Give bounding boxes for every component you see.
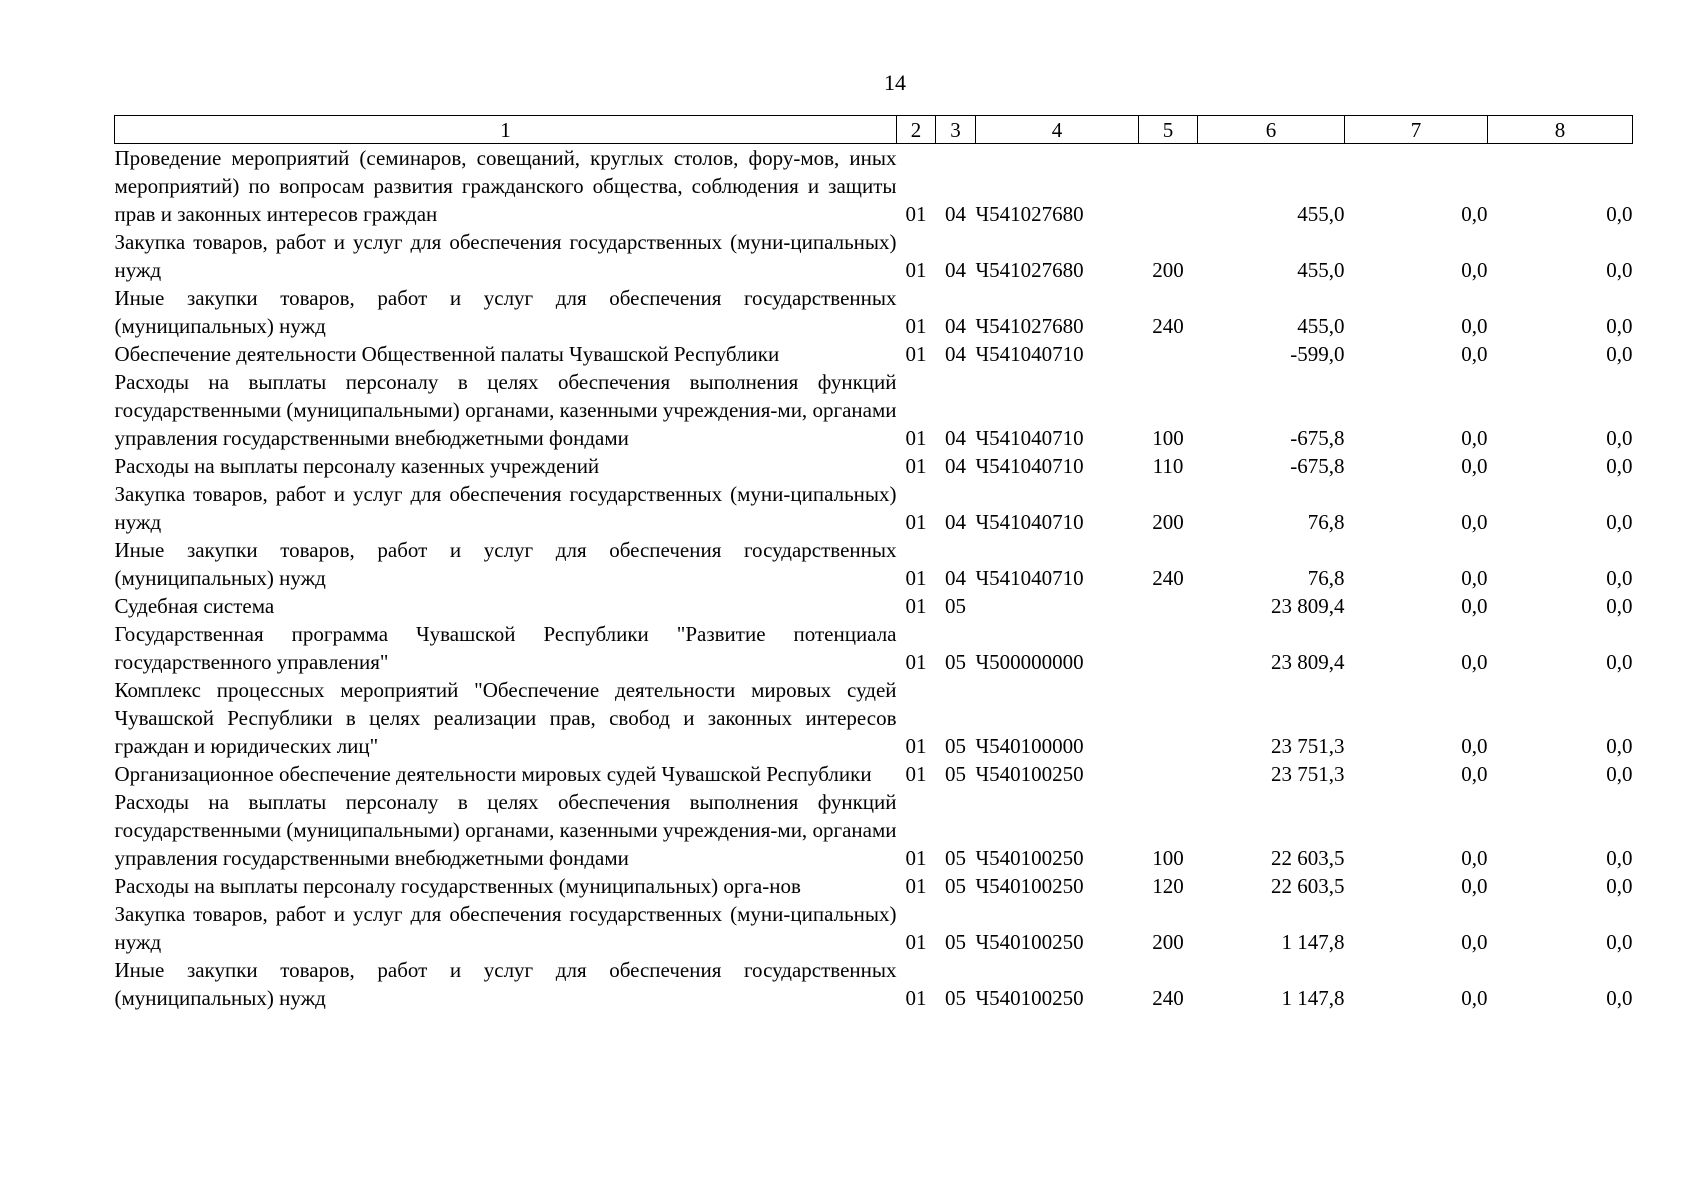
row-amount-col6: -675,8 bbox=[1290, 454, 1345, 478]
row-description: Обеспечение деятельности Общественной палаты Чувашской Республики bbox=[114, 342, 780, 366]
row-amount-col8: 0,0 bbox=[1606, 258, 1633, 282]
row-subsection-code: 04 bbox=[945, 566, 966, 590]
row-subsection-code: 04 bbox=[945, 342, 966, 366]
row-subsection-code: 04 bbox=[945, 314, 966, 338]
row-description: Закупка товаров, работ и услуг для обеспечения государственных (муни-ципальных) нужд bbox=[114, 482, 897, 534]
row-section-code: 01 bbox=[905, 594, 927, 618]
row-target-article: Ч541040710 bbox=[975, 510, 1084, 534]
row-description: Проведение мероприятий (семинаров, совещаний, круглых столов, фору-мов, иных мероприятий) по вопросам развития гражданского общества, соблюдения и защиты прав и законных интересов граждан bbox=[114, 146, 897, 226]
row-subsection-code: 04 bbox=[945, 426, 966, 450]
row-amount-col7: 0,0 bbox=[1461, 986, 1488, 1010]
row-description: Организационное обеспечение деятельности мировых судей Чувашской Республики bbox=[114, 762, 872, 786]
row-expense-type bbox=[1139, 340, 1198, 368]
row-description: Расходы на выплаты персоналу государственных (муниципальных) орга-нов bbox=[114, 874, 801, 898]
row-subsection-code: 05 bbox=[945, 986, 966, 1010]
row-amount-col8: 0,0 bbox=[1606, 846, 1633, 870]
table-row bbox=[115, 536, 1633, 592]
row-target-article: Ч541040710 bbox=[975, 426, 1084, 450]
row-target-article: Ч500000000 bbox=[975, 650, 1084, 674]
table-row bbox=[115, 900, 1633, 956]
row-amount-col8: 0,0 bbox=[1606, 650, 1633, 674]
table-row bbox=[115, 620, 1633, 676]
row-section-code: 01 bbox=[905, 510, 927, 534]
row-description: Государственная программа Чувашской Республики "Развитие потенциала государственного управления" bbox=[114, 622, 897, 674]
row-target-article: Ч541040710 bbox=[975, 454, 1084, 478]
row-subsection-code: 04 bbox=[945, 258, 966, 282]
row-amount-col7: 0,0 bbox=[1461, 650, 1488, 674]
row-section-code: 01 bbox=[905, 426, 927, 450]
row-section-code: 01 bbox=[905, 342, 927, 366]
column-header-5: 5 bbox=[1139, 116, 1198, 144]
row-subsection-code: 05 bbox=[945, 762, 966, 786]
row-expense-type: 240 bbox=[1152, 566, 1184, 590]
table-row bbox=[115, 144, 1633, 229]
row-target-article: Ч540100000 bbox=[975, 734, 1084, 758]
row-amount-col8: 0,0 bbox=[1606, 986, 1633, 1010]
row-expense-type bbox=[1139, 676, 1198, 760]
row-amount-col7: 0,0 bbox=[1461, 594, 1488, 618]
row-amount-col8: 0,0 bbox=[1606, 454, 1633, 478]
row-amount-col8: 0,0 bbox=[1606, 734, 1633, 758]
row-section-code: 01 bbox=[905, 846, 927, 870]
row-subsection-code: 04 bbox=[945, 510, 966, 534]
table-row bbox=[115, 452, 1633, 480]
row-amount-col6: 76,8 bbox=[1307, 566, 1345, 590]
table-row bbox=[115, 368, 1633, 452]
row-description: Расходы на выплаты персоналу казенных учреждений bbox=[114, 454, 600, 478]
column-header-7: 7 bbox=[1345, 116, 1488, 144]
row-amount-col7: 0,0 bbox=[1461, 566, 1488, 590]
row-expense-type: 240 bbox=[1152, 314, 1184, 338]
row-section-code: 01 bbox=[905, 762, 927, 786]
row-section-code: 01 bbox=[905, 986, 927, 1010]
row-description: Закупка товаров, работ и услуг для обеспечения государственных (муни-ципальных) нужд bbox=[114, 230, 897, 282]
column-header-6: 6 bbox=[1198, 116, 1345, 144]
row-section-code: 01 bbox=[905, 930, 927, 954]
column-header-8: 8 bbox=[1488, 116, 1633, 144]
row-amount-col7: 0,0 bbox=[1461, 258, 1488, 282]
row-subsection-code: 05 bbox=[945, 650, 966, 674]
table-row bbox=[115, 340, 1633, 368]
row-target-article: Ч541027680 bbox=[975, 314, 1084, 338]
row-target-article: Ч540100250 bbox=[975, 762, 1084, 786]
row-expense-type bbox=[1139, 144, 1198, 229]
table-body bbox=[115, 144, 1633, 1013]
row-target-article: Ч540100250 bbox=[975, 930, 1084, 954]
table-row bbox=[115, 872, 1633, 900]
table-row bbox=[115, 956, 1633, 1012]
table-row bbox=[115, 788, 1633, 872]
row-amount-col6: 23 751,3 bbox=[1271, 762, 1345, 786]
row-description: Иные закупки товаров, работ и услуг для обеспечения государственных (муниципальных) нужд bbox=[114, 538, 897, 590]
row-section-code: 01 bbox=[905, 874, 927, 898]
row-expense-type: 200 bbox=[1152, 510, 1184, 534]
row-amount-col6: 455,0 bbox=[1297, 258, 1345, 282]
row-amount-col6: -675,8 bbox=[1290, 426, 1345, 450]
row-target-article: Ч541040710 bbox=[975, 566, 1084, 590]
row-amount-col8: 0,0 bbox=[1606, 930, 1633, 954]
column-header-3: 3 bbox=[936, 116, 976, 144]
row-amount-col8: 0,0 bbox=[1606, 566, 1633, 590]
row-expense-type: 100 bbox=[1152, 846, 1184, 870]
row-section-code: 01 bbox=[905, 566, 927, 590]
row-subsection-code: 05 bbox=[945, 930, 966, 954]
row-expense-type: 110 bbox=[1152, 454, 1184, 478]
row-amount-col6: -599,0 bbox=[1290, 342, 1345, 366]
row-amount-col7: 0,0 bbox=[1461, 734, 1488, 758]
row-amount-col8: 0,0 bbox=[1606, 762, 1633, 786]
table-row bbox=[115, 284, 1633, 340]
row-description: Судебная система bbox=[114, 594, 275, 618]
row-description: Закупка товаров, работ и услуг для обеспечения государственных (муни-ципальных) нужд bbox=[114, 902, 897, 954]
column-number-row bbox=[115, 116, 1633, 144]
row-expense-type bbox=[1139, 620, 1198, 676]
table-header bbox=[115, 116, 1633, 144]
row-amount-col6: 22 603,5 bbox=[1271, 874, 1345, 898]
row-description: Расходы на выплаты персоналу в целях обеспечения выполнения функций государственными (муниципальными) органами, казенными учреждения-ми, органами управления государственными внебюджетными фондами bbox=[114, 370, 897, 450]
row-expense-type: 120 bbox=[1152, 874, 1184, 898]
row-expense-type: 240 bbox=[1152, 986, 1184, 1010]
row-amount-col7: 0,0 bbox=[1461, 342, 1488, 366]
row-amount-col8: 0,0 bbox=[1606, 426, 1633, 450]
row-expense-type: 200 bbox=[1152, 930, 1184, 954]
column-header-4: 4 bbox=[976, 116, 1139, 144]
row-target-article: Ч541040710 bbox=[975, 342, 1084, 366]
column-header-1: 1 bbox=[115, 116, 897, 144]
table-row bbox=[115, 760, 1633, 788]
row-amount-col6: 455,0 bbox=[1297, 314, 1345, 338]
row-expense-type bbox=[1139, 592, 1198, 620]
row-expense-type: 200 bbox=[1152, 258, 1184, 282]
budget-table bbox=[114, 115, 1633, 1012]
row-section-code: 01 bbox=[905, 314, 927, 338]
row-amount-col7: 0,0 bbox=[1461, 510, 1488, 534]
row-amount-col8: 0,0 bbox=[1606, 342, 1633, 366]
row-expense-type: 100 bbox=[1152, 426, 1184, 450]
row-amount-col6: 1 147,8 bbox=[1281, 930, 1345, 954]
row-target-article: Ч541027680 bbox=[975, 202, 1084, 226]
row-target-article: Ч540100250 bbox=[975, 846, 1084, 870]
column-header-2: 2 bbox=[897, 116, 936, 144]
row-expense-type bbox=[1139, 760, 1198, 788]
row-amount-col7: 0,0 bbox=[1461, 762, 1488, 786]
row-section-code: 01 bbox=[905, 258, 927, 282]
row-amount-col7: 0,0 bbox=[1461, 846, 1488, 870]
table-row bbox=[115, 592, 1633, 620]
row-target-article: Ч541027680 bbox=[975, 258, 1084, 282]
row-section-code: 01 bbox=[905, 454, 927, 478]
row-amount-col8: 0,0 bbox=[1606, 874, 1633, 898]
row-amount-col7: 0,0 bbox=[1461, 874, 1488, 898]
row-subsection-code: 05 bbox=[945, 734, 966, 758]
row-subsection-code: 05 bbox=[945, 874, 966, 898]
row-subsection-code: 04 bbox=[945, 454, 966, 478]
table-row bbox=[115, 480, 1633, 536]
row-section-code: 01 bbox=[905, 650, 927, 674]
row-amount-col8: 0,0 bbox=[1606, 510, 1633, 534]
row-description: Расходы на выплаты персоналу в целях обеспечения выполнения функций государственными (муниципальными) органами, казенными учреждения-ми, органами управления государственными внебюджетными фондами bbox=[114, 790, 897, 870]
row-amount-col6: 76,8 bbox=[1307, 510, 1345, 534]
row-amount-col6: 23 751,3 bbox=[1271, 734, 1345, 758]
row-amount-col8: 0,0 bbox=[1606, 314, 1633, 338]
row-amount-col7: 0,0 bbox=[1461, 454, 1488, 478]
row-amount-col7: 0,0 bbox=[1461, 930, 1488, 954]
row-amount-col8: 0,0 bbox=[1606, 202, 1633, 226]
row-section-code: 01 bbox=[905, 734, 927, 758]
row-description: Иные закупки товаров, работ и услуг для обеспечения государственных (муниципальных) нужд bbox=[114, 286, 897, 338]
row-amount-col8: 0,0 bbox=[1606, 594, 1633, 618]
row-target-article bbox=[976, 592, 1139, 620]
row-amount-col6: 1 147,8 bbox=[1281, 986, 1345, 1010]
row-target-article: Ч540100250 bbox=[975, 874, 1084, 898]
row-amount-col6: 22 603,5 bbox=[1271, 846, 1345, 870]
row-amount-col6: 23 809,4 bbox=[1271, 594, 1345, 618]
table-row bbox=[115, 228, 1633, 284]
row-description: Комплекс процессных мероприятий "Обеспечение деятельности мировых судей Чувашской Республики в целях реализации прав, свобод и законных интересов граждан и юридических лиц" bbox=[114, 678, 897, 758]
page-number: 14 bbox=[884, 70, 906, 95]
row-amount-col7: 0,0 bbox=[1461, 426, 1488, 450]
row-amount-col6: 455,0 bbox=[1297, 202, 1345, 226]
row-description: Иные закупки товаров, работ и услуг для обеспечения государственных (муниципальных) нужд bbox=[114, 958, 897, 1010]
row-subsection-code: 05 bbox=[945, 594, 966, 618]
row-amount-col7: 0,0 bbox=[1461, 202, 1488, 226]
row-target-article: Ч540100250 bbox=[975, 986, 1084, 1010]
table-row bbox=[115, 676, 1633, 760]
row-amount-col6: 23 809,4 bbox=[1271, 650, 1345, 674]
row-section-code: 01 bbox=[905, 202, 927, 226]
row-subsection-code: 04 bbox=[945, 202, 966, 226]
row-amount-col7: 0,0 bbox=[1461, 314, 1488, 338]
row-subsection-code: 05 bbox=[945, 846, 966, 870]
